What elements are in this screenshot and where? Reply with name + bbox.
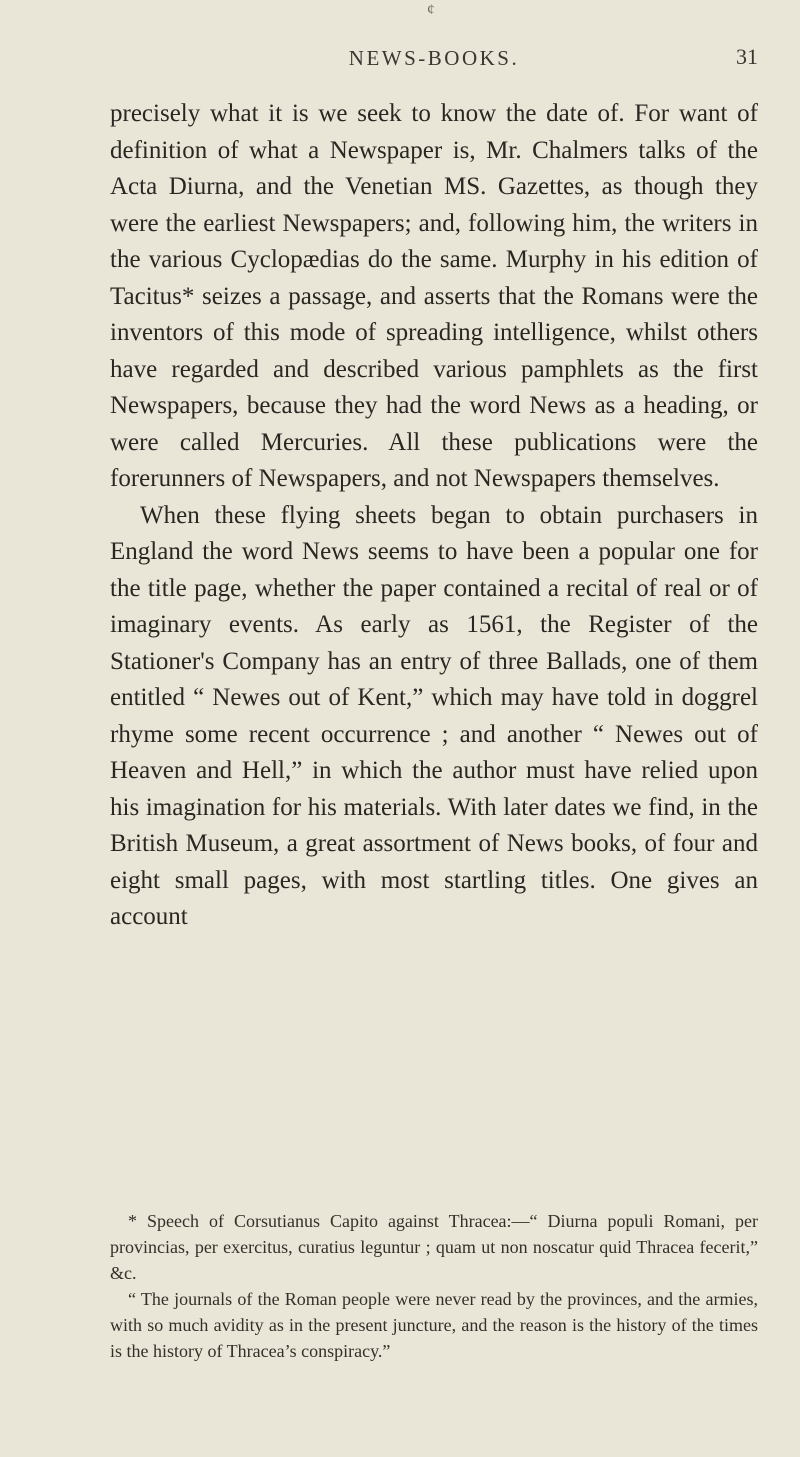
printer-mark: ¢	[427, 2, 435, 18]
page-number: 31	[736, 44, 758, 69]
footnote-speech: * Speech of Corsutianus Capito against Thracea:—“ Diurna populi Romani, per provincias, per exercitus, curatius leguntur ; quam ut non noscatur quid Thracea fecerit,” &c.	[110, 1211, 758, 1283]
body-text	[110, 96, 758, 936]
page-header	[110, 40, 758, 80]
footnote-journals: “ The journals of the Roman people were never read by the provinces, and the armies, with so much avidity as in the present juncture, and the reason is the history of the times is the history of Thracea’s conspiracy.”	[110, 1289, 758, 1361]
paragraph-flying-sheets: When these flying sheets began to obtain purchasers in England the word News seems to have been a popular one for the title page, whether the paper contained a recital of real or of imaginary events. As early as 1561, the Register of the Stationer's Company has an entry of three Ballads, one of them entitled “ Newes out of Kent,” which may have told in doggrel rhyme some recent occurrence ; and another “ Newes out of Heaven and Hell,” in which the author must have relied upon his imagination for his materials. With later dates we find, in the British Museum, a great assortment of News books, of four and eight small pages, with most startling titles. One gives an account	[110, 501, 758, 930]
footnotes	[110, 1208, 758, 1364]
running-title: NEWS-BOOKS.	[348, 46, 520, 70]
paragraph-continued: precisely what it is we seek to know the date of. For want of definition of what a Newspaper is, Mr. Chalmers talks of the Acta Diurna, and the Venetian MS. Gazettes, as though they were the earliest Newspapers; and, following him, the writers in the various Cyclopædias do the same. Murphy in his edition of Tacitus* seizes a passage, and asserts that the Romans were the inventors of this mode of spreading intelligence, whilst others have regarded and described various pamphlets as the first Newspapers, because they had the word News as a heading, or were called Mercuries. All these publications were the forerunners of Newspapers, and not Newspapers themselves.	[110, 100, 758, 492]
